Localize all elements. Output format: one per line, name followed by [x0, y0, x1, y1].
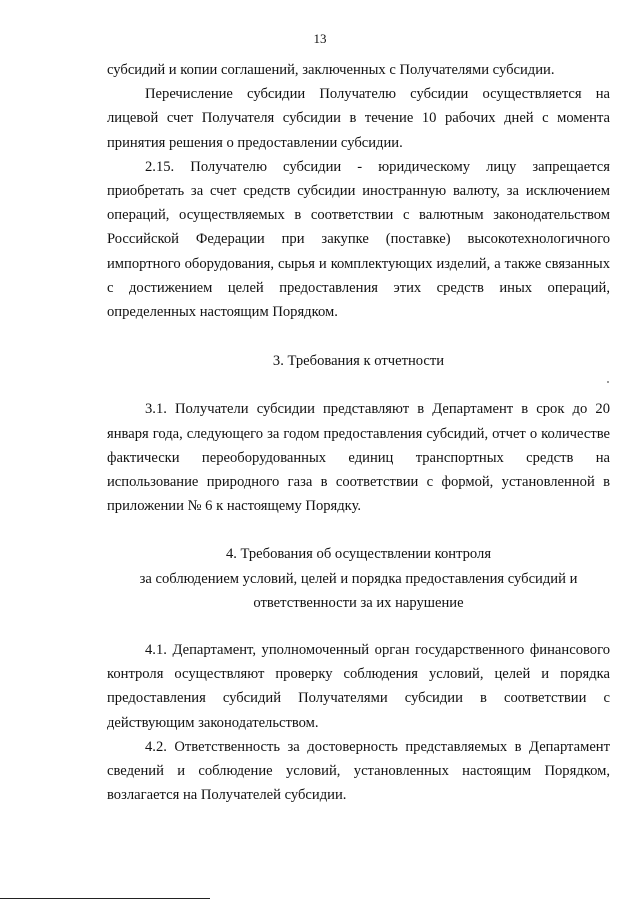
- paragraph-4-2: 4.2. Ответственность за достоверность представляемых в Департамент сведений и соблюдение условий, установленных настоящим Порядком, возлагается на Получателей субсидии.: [107, 738, 610, 804]
- paragraph-2-15: 2.15. Получателю субсидии - юридическому лицу запрещается приобретать за счет средств субсидии иностранную валюту, за исключением операций, осуществляемых в соответствии с валютным законодательством Российской Федерации при закупке (поставке) высокотехнологичного импортного оборудования, сырья и комплектующих изделий, а также связанных с достижением целей предоставления этих средств иных операций, определенных настоящим Порядком.: [107, 158, 610, 321]
- section-3-heading: 3. Требования к отчетности: [272, 353, 445, 370]
- paragraph-4-1: 4.1. Департамент, уполномоченный орган государственного финансового контроля осуществляют проверку соблюдения условий, целей и порядка предоставления субсидий Получателями субсидии в соответствии с действующим законодательством.: [107, 642, 610, 731]
- page-number: 13: [313, 31, 327, 46]
- section-4-heading-line-2: за соблюдением условий, целей и порядка предоставления субсидий и: [139, 570, 578, 587]
- document-body: [107, 58, 610, 807]
- section-4-heading-line-3: ответственности за их нарушение: [253, 594, 464, 611]
- scan-speck: [607, 381, 609, 383]
- paragraph-continuation: субсидий и копии соглашений, заключенных с Получателями субсидии.: [107, 62, 555, 78]
- footer-rule: [0, 898, 210, 899]
- paragraph-subsidy-transfer: Перечисление субсидии Получателю субсидии осуществляется на лицевой счет Получателя субсидии в течение 10 рабочих дней с момента принятия решения о предоставлении субсидии.: [107, 86, 610, 151]
- section-4-heading: [107, 542, 610, 615]
- section-4-heading-line-1: 4. Требования об осуществлении контроля: [225, 546, 492, 563]
- paragraph-3-1: 3.1. Получатели субсидии представляют в Департамент в срок до 20 января года, следующего за годом предоставления субсидий, отчет о количестве фактически переоборудованных единиц транспортных средств на использование природного газа в соответствии с формой, установленной в приложении № 6 к настоящему Порядку.: [107, 401, 610, 515]
